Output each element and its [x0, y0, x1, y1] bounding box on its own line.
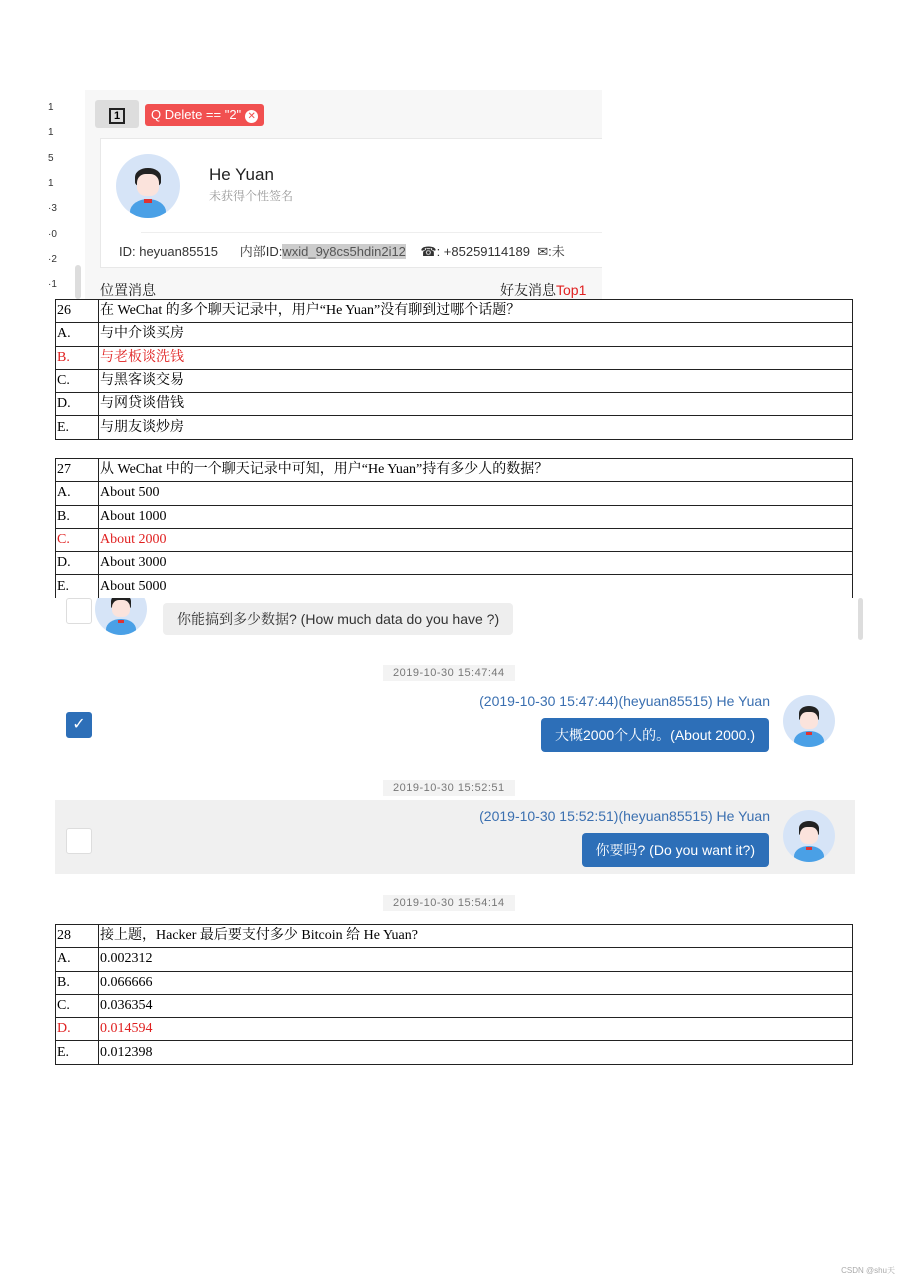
- message-checkbox[interactable]: [66, 828, 92, 854]
- timestamp: 2019-10-30 15:54:14: [383, 895, 515, 911]
- option-text: About 2000: [99, 528, 853, 551]
- question-table-28: [55, 924, 853, 1065]
- question-row: [56, 300, 853, 323]
- option-row: [56, 323, 853, 346]
- section-label: 好友消息: [500, 282, 556, 298]
- correct-option-row: [56, 346, 853, 369]
- option-key: B.: [56, 505, 99, 528]
- chat-screenshot: [55, 598, 865, 922]
- gutter-number: ·1: [48, 279, 57, 290]
- message-bubble: 你能搞到多少数据? (How much data do you have ?): [163, 603, 513, 635]
- option-row: [56, 369, 853, 392]
- gutter-number: ·3: [48, 203, 57, 214]
- message-meta: (2019-10-30 15:47:44)(heyuan85515) He Yuan: [479, 693, 770, 709]
- watermark: CSDN @shu天: [841, 1266, 895, 1275]
- question-table-26: [55, 299, 853, 440]
- option-key: D.: [56, 1018, 99, 1041]
- message-bubble: 你要吗? (Do you want it?): [582, 833, 770, 867]
- option-text: 与中介谈买房: [99, 323, 853, 346]
- section-label-red: Top1: [556, 282, 587, 298]
- section-top-friends: [500, 280, 586, 299]
- profile-name: He Yuan: [209, 165, 274, 184]
- option-key: E.: [56, 1041, 99, 1064]
- user-id: ID: heyuan85515: [119, 244, 219, 259]
- gutter-number: 1: [48, 178, 54, 189]
- timestamp: 2019-10-30 15:47:44: [383, 665, 515, 681]
- option-text: 0.036354: [99, 994, 853, 1017]
- avatar: [95, 598, 147, 635]
- message-meta: (2019-10-30 15:52:51)(heyuan85515) He Yuan: [479, 808, 770, 824]
- scrollbar[interactable]: [75, 265, 81, 299]
- option-key: C.: [56, 369, 99, 392]
- question-row: [56, 925, 853, 948]
- profile-signature: 未获得个性签名: [209, 189, 294, 203]
- filter-label: Q Delete == "2": [151, 107, 242, 122]
- gutter-number: ·0: [48, 229, 57, 240]
- filter-chip[interactable]: [145, 104, 264, 126]
- option-key: B.: [56, 971, 99, 994]
- option-text: About 5000: [99, 575, 853, 598]
- option-text: 0.014594: [99, 1018, 853, 1041]
- option-key: E.: [56, 416, 99, 439]
- gutter-number: ·2: [48, 254, 57, 265]
- question-number: 26: [56, 300, 99, 323]
- question-number: 28: [56, 925, 99, 948]
- option-row: [56, 948, 853, 971]
- timestamp: 2019-10-30 15:52:51: [383, 780, 515, 796]
- option-row: [56, 482, 853, 505]
- question-row: [56, 459, 853, 482]
- option-key: A.: [56, 323, 99, 346]
- mail: ✉:未: [537, 244, 565, 259]
- option-row: [56, 416, 853, 439]
- question-text: 在 WeChat 的多个聊天记录中，用户“He Yuan”没有聊到过哪个话题？: [99, 300, 853, 323]
- option-key: A.: [56, 482, 99, 505]
- option-row: [56, 971, 853, 994]
- gutter-number: 1: [48, 127, 54, 138]
- gutter-number: 1: [48, 102, 54, 113]
- avatar: [116, 154, 180, 218]
- option-text: 与黑客谈交易: [99, 369, 853, 392]
- internal-id-label: 内部ID:: [239, 244, 283, 259]
- internal-id[interactable]: wxid_9y8cs5hdin2i12: [282, 244, 406, 259]
- option-text: 0.002312: [99, 948, 853, 971]
- question-text: 接上题，Hacker 最后要支付多少 Bitcoin 给 He Yuan?: [99, 925, 853, 948]
- phone: ☎: +85259114189: [420, 244, 530, 259]
- profile-info: [119, 241, 565, 260]
- option-text: About 1000: [99, 505, 853, 528]
- option-text: 0.012398: [99, 1041, 853, 1064]
- message-checkbox-checked[interactable]: ✓: [66, 712, 92, 738]
- message-checkbox[interactable]: [66, 598, 92, 624]
- scrollbar[interactable]: [858, 598, 863, 640]
- avatar: [783, 695, 835, 747]
- correct-option-row: [56, 528, 853, 551]
- option-row: [56, 994, 853, 1017]
- option-row: [56, 552, 853, 575]
- option-key: C.: [56, 994, 99, 1017]
- tab-button[interactable]: [95, 100, 139, 128]
- option-text: About 3000: [99, 552, 853, 575]
- question-table-27: [55, 458, 853, 599]
- option-row: [56, 505, 853, 528]
- option-key: C.: [56, 528, 99, 551]
- option-key: D.: [56, 552, 99, 575]
- profile-screenshot: [85, 90, 602, 299]
- avatar: [783, 810, 835, 862]
- option-key: E.: [56, 575, 99, 598]
- option-key: B.: [56, 346, 99, 369]
- tab-number: 1: [109, 108, 125, 124]
- option-key: D.: [56, 393, 99, 416]
- option-text: 与朋友谈炒房: [99, 416, 853, 439]
- option-text: 与网贷谈借钱: [99, 393, 853, 416]
- question-number: 27: [56, 459, 99, 482]
- profile-card: [100, 138, 602, 268]
- question-text: 从 WeChat 中的一个聊天记录中可知，用户“He Yuan”持有多少人的数据？: [99, 459, 853, 482]
- option-row: [56, 393, 853, 416]
- close-icon[interactable]: ✕: [245, 110, 258, 123]
- option-text: 与老板谈洗钱: [99, 346, 853, 369]
- option-row: [56, 575, 853, 598]
- section-location-messages: 位置消息: [100, 282, 156, 298]
- correct-option-row: [56, 1018, 853, 1041]
- option-row: [56, 1041, 853, 1064]
- option-text: 0.066666: [99, 971, 853, 994]
- gutter-number: 5: [48, 153, 54, 164]
- option-key: A.: [56, 948, 99, 971]
- message-bubble: 大概2000个人的。(About 2000.): [541, 718, 769, 752]
- option-text: About 500: [99, 482, 853, 505]
